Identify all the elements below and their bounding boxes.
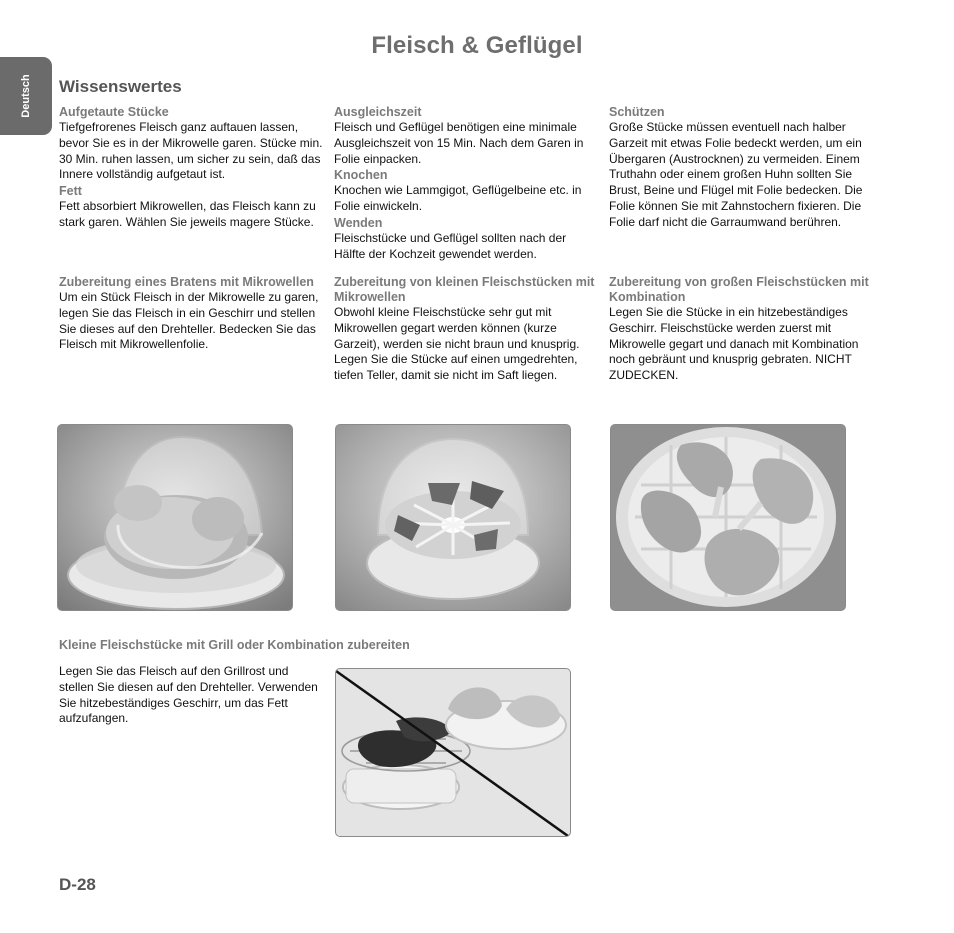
info-column-2 (334, 105, 598, 264)
prep-column-2 (334, 275, 598, 384)
info-heading: Fett (59, 184, 82, 199)
page-number: D-28 (59, 875, 96, 894)
info-heading: Ausgleichszeit (334, 105, 422, 119)
prep-text: Um ein Stück Fleisch in der Mikrowelle zu garen, legen Sie das Fleisch in ein Geschirr und stellen Sie dieses auf den Drehteller. Bedecken Sie das Fleisch mit Mikrowellenfolie. (59, 290, 319, 352)
grill-combination-photo (335, 668, 571, 837)
info-block (609, 105, 873, 231)
info-heading: Knochen (334, 168, 388, 183)
roast-chicken-photo (57, 424, 293, 611)
info-block (59, 184, 323, 231)
prep-heading: Zubereitung von großen Fleischstücken mit Kombination (609, 275, 869, 304)
grill-heading: Kleine Fleischstücke mit Grill oder Kombination zubereiten (59, 638, 410, 652)
prep-text: Legen Sie die Stücke in ein hitzebeständiges Geschirr. Fleischstücke werden zuerst mit Mikrowelle gegart und danach mit Kombination noch gebräunt und knusprig gebraten. NICHT ZUDECKEN. (609, 305, 859, 383)
small-pieces-photo (335, 424, 571, 611)
prep-column-3 (609, 275, 873, 384)
grill-column (59, 664, 324, 727)
prep-heading: Zubereitung von kleinen Fleischstücken mit Mikrowellen (334, 275, 595, 304)
info-block (334, 216, 598, 263)
prep-text: Obwohl kleine Fleischstücke sehr gut mit Mikrowellen gegart werden können (kurze Garzeit), werden sie nicht braun und knusprig. Legen Sie die Stücke auf einen umgedrehten, tiefen Teller, damit sie nicht im Saft liegen. (334, 305, 580, 383)
info-text: Fett absorbiert Mikrowellen, das Fleisch kann zu stark garen. Wählen Sie jeweils magere Stücke. (59, 199, 316, 229)
info-heading: Aufgetaute Stücke (59, 105, 169, 119)
info-text: Fleischstücke und Geflügel sollten nach der Hälfte der Kochzeit gewendet werden. (334, 230, 567, 261)
grill-text: Legen Sie das Fleisch auf den Grillrost und stellen Sie diesen auf den Drehteller. Verwenden Sie hitzebeständiges Geschirr, um das Fett aufzufangen. (59, 664, 318, 726)
info-block (334, 168, 598, 215)
info-block (59, 105, 323, 183)
language-tab-label: Deutsch (20, 74, 32, 118)
info-block (334, 105, 598, 167)
page-title: Fleisch & Geflügel (371, 32, 583, 59)
info-text: Große Stücke müssen eventuell nach halber Garzeit mit etwas Folie bedeckt werden, um ein Übergaren (Austrocknen) zu vermeiden. Einem Truthahn oder einem großen Huhn sollten Sie Brust, Beine und Flügel mit Folie bedecken. Die Folie können Sie mit Zahnstochern fixieren. Die Folie darf nicht die Garraumwand berühren. (609, 120, 863, 229)
prep-column-1 (59, 275, 323, 353)
info-text: Fleisch und Geflügel benötigen eine minimale Ausgleichszeit von 15 Min. Nach dem Garen in Folie einpacken. (334, 120, 584, 166)
info-column-3 (609, 105, 873, 232)
info-heading: Wenden (334, 215, 383, 230)
section-heading: Wissenswertes (59, 77, 182, 96)
info-text: Tiefgefrorenes Fleisch ganz auftauen lassen, bevor Sie es in der Mikrowelle garen. Stücke min. 30 Min. ruhen lassen, um sicher zu sein, daß das Innere vollständig aufgetaut ist. (59, 120, 323, 182)
prep-heading: Zubereitung eines Bratens mit Mikrowellen (59, 275, 314, 289)
info-heading: Schützen (609, 105, 665, 119)
chicken-legs-photo (610, 424, 846, 611)
language-tab (0, 57, 52, 135)
info-text: Knochen wie Lammgigot, Geflügelbeine etc. in Folie einwickeln. (334, 183, 582, 214)
info-column-1 (59, 105, 323, 232)
